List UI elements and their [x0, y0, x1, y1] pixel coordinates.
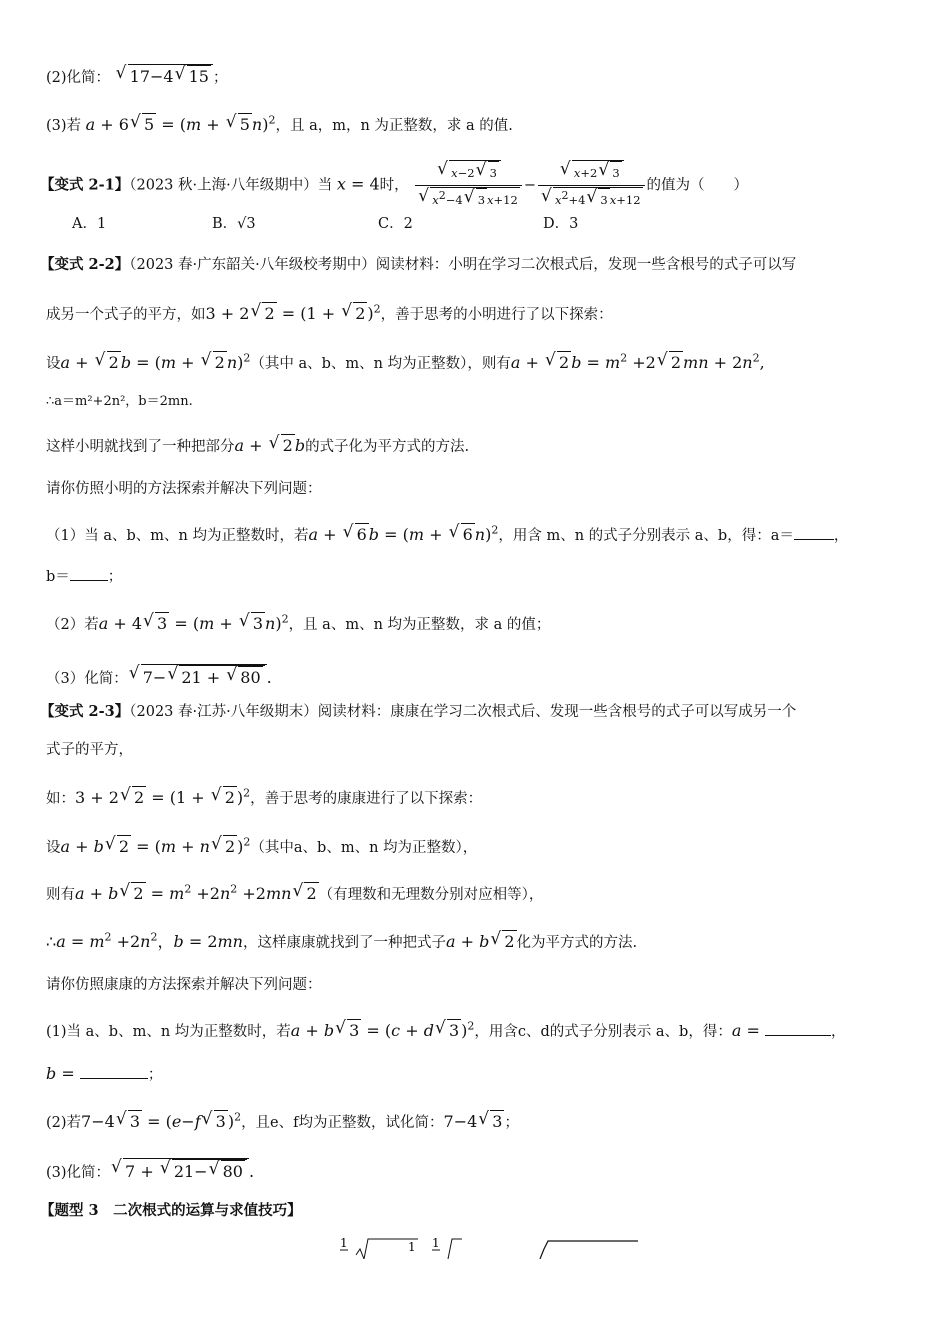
variant-2-3-line2: 式子的平方，: [46, 742, 133, 758]
part2-equation: a + 4√ 3 = (m + √ 3 n)$^2$: [99, 614, 289, 633]
variant-2-2-tag: 【变式 2-2】: [40, 256, 130, 273]
variant-2-2-line5: [46, 434, 469, 458]
variant-2-3-line1: [40, 701, 796, 723]
variant-2-2-p1-b: b＝: [46, 569, 70, 585]
variant-2-1-x-value: x = 4: [336, 174, 380, 194]
result-equation: ∴a = $m^2 +2n^2$，b = 2mn: [46, 930, 243, 951]
variant-2-2-line5-pre: 这样小明就找到了一种把部分: [46, 439, 235, 455]
q2-label: (2)化简：: [46, 70, 111, 86]
variant-2-2-intro: （2023 春·广东韶关·八年级校考期中）阅读材料：小明在学习二次根式后，发现一些含根号的式子可以写: [129, 257, 797, 273]
form-expression-2: a + b√ 2: [446, 932, 517, 951]
variant-2-2-line1: [40, 254, 796, 276]
part2-equation-2: 7−4√ 3 = (e−f√ 3 )$^2$: [81, 1112, 241, 1131]
answer-blank-a[interactable]: [794, 525, 834, 540]
variant-2-2-line4: ∴a＝m²+2n²，b＝2mn.: [46, 394, 193, 409]
part1-equation-2: a + b√ 3 = (c + d√ 3 )$^2$: [291, 1021, 475, 1040]
variant-2-2-line2: [46, 302, 613, 326]
variant-2-1-tail: 的值为（ ）: [646, 177, 749, 194]
answer-b-label: b =: [46, 1064, 80, 1083]
q3-equation: a + 6√ 5 = (m + √ 5 n)$^2$: [86, 115, 276, 134]
svg-text:1: 1: [432, 1237, 440, 1250]
svg-text:1: 1: [340, 1237, 348, 1250]
variant-2-3-p2-pre: (2)若: [46, 1115, 82, 1131]
form-expression: a + √ 2 b: [235, 436, 306, 455]
variant-2-1-source: （2023 秋·上海·八年级期中）当: [129, 177, 333, 194]
variant-2-2-line2-pre: 成另一个式子的平方，如: [46, 307, 206, 323]
section-3-title: 【题型 3 二次根式的运算与求值技巧】: [40, 1202, 302, 1219]
variant-2-2-line5-post: 的式子化为平方式的方法.: [305, 439, 470, 455]
part3-expression: √ 7−√ 21 + √ 80 .: [128, 668, 272, 687]
expansion-equation: a + √ 2 $b = m^2 +2√$ 2 mn + $2n^2$,: [511, 353, 765, 372]
question-2: [46, 64, 227, 89]
choice-c[interactable]: C．2: [378, 216, 413, 232]
variant-2-3-line3: [46, 786, 482, 810]
variant-2-2-part2: [46, 612, 550, 636]
example-equation: 3 + 2√ 2 = (1 + √ 2 )$^2$: [206, 304, 381, 323]
cut-off-formula-graphic: [340, 1237, 650, 1259]
variant-2-1: 【变式 2-1】（2023 秋·上海·八年级期中）当 x = 4时， √ x−2√ 3 √ $x^2-4√$ 3 x+12 − √ x+2√ 3 √ $x^2+4√$ 3 x+12 的值为（ ）: [40, 160, 748, 211]
fraction-2: √ x+2√ 3 √ $x^2+4√$ 3 x+12: [538, 160, 645, 211]
variant-2-3-p1-post: ，用含c、d的式子分别表示 a、b，得：: [474, 1024, 732, 1040]
q2-tail: ；: [212, 70, 228, 86]
choice-d[interactable]: D．3: [543, 216, 579, 232]
variant-2-2-line3-mid: （其中 a、b、m、n 均为正整数），则有: [250, 356, 511, 372]
variant-2-2-p1-pre: （1）当 a、b、m、n 均为正整数时，若: [46, 528, 309, 544]
cut-off-formula: [340, 1237, 650, 1263]
assumption-equation: a + √ 2 b = (m + √ 2 n)$^2$: [61, 353, 251, 372]
variant-2-3-line4: [46, 835, 477, 859]
expansion-equation-2: a + b√ $2 = m^2 +2n^2 +2mn√$ 2: [75, 884, 319, 903]
variant-2-2-p3-pre: （3）化简：: [46, 671, 128, 687]
q3-prefix: (3)若: [46, 118, 82, 134]
variant-2-3-part3: [46, 1158, 254, 1184]
part3-expression-2: √ 7 + √ 21−√ 80 .: [110, 1162, 254, 1181]
variant-2-3-line6-tail: 化为平方式的方法.: [516, 935, 638, 951]
answer-blank-a-2[interactable]: [765, 1021, 831, 1036]
variant-2-2-part3: [46, 664, 272, 690]
choice-a[interactable]: A．1: [72, 216, 107, 232]
part2-target: 7−4√ 3: [444, 1112, 505, 1131]
svg-text:1: 1: [408, 1240, 416, 1254]
variant-2-3-p1-pre: (1)当 a、b、m、n 均为正整数时，若: [46, 1024, 291, 1040]
answer-blank-b-2[interactable]: [80, 1064, 148, 1079]
variant-2-3-part1: (1)当 a、b、m、n 均为正整数时，若a + b√ 3 = (c + d√ 3 )$^2$，用含c、d的式子分别表示 a、b，得：a = ，: [46, 1019, 845, 1043]
variant-2-3-line5: [46, 882, 543, 906]
variant-2-3-part2: [46, 1110, 519, 1134]
question-3: [46, 113, 513, 137]
variant-2-3-p2-mid: ，且e、f均为正整数，试化简：: [241, 1115, 444, 1131]
variant-2-2-line2-post: ，善于思考的小明进行了以下探索：: [380, 307, 613, 323]
variant-2-3-line7: 请你仿照康康的方法探索并解决下列问题：: [46, 977, 322, 993]
variant-2-2-part1-b: b＝ ；: [46, 566, 122, 588]
variant-2-2-line3: [46, 351, 765, 375]
variant-2-3-line6: [46, 930, 637, 954]
variant-2-3-line3-post: ，善于思考的康康进行了以下探索：: [250, 791, 483, 807]
q2-expression: √ 17−4√ 15: [115, 67, 213, 86]
variant-2-3-intro: （2023 春·江苏·八年级期末）阅读材料：康康在学习二次根式后、发现一些含根号的式子可以写成另一个: [129, 704, 797, 720]
answer-a-label: a =: [731, 1021, 765, 1040]
variant-2-3-line5-post: （有理数和无理数分别对应相等），: [318, 887, 544, 903]
variant-2-2-part1: （1）当 a、b、m、n 均为正整数时，若a + √ 6 b = (m + √ 6 n)$^2$，用含 m、n 的式子分别表示 a、b，得：a＝ ，: [46, 523, 848, 547]
variant-2-3-line4-pre: 设: [46, 840, 61, 856]
variant-2-1-mid: 时，: [379, 177, 409, 194]
variant-2-3-line5-pre: 则有: [46, 887, 75, 903]
variant-2-3-tag: 【变式 2-3】: [40, 703, 130, 720]
variant-2-1-tag: 【变式 2-1】: [40, 176, 130, 194]
part1-equation: a + √ 6 b = (m + √ 6 n)$^2$: [308, 525, 498, 544]
example-equation-2: 3 + 2√ 2 = (1 + √ 2 )$^2$: [75, 788, 250, 807]
variant-2-3-p2-tail: ；: [504, 1115, 519, 1131]
assumption-equation-2: a + b√ 2 = (m + n√ 2 )$^2$: [61, 837, 251, 856]
answer-blank-b[interactable]: [70, 566, 108, 581]
variant-2-3-line3-pre: 如：: [46, 791, 75, 807]
variant-2-2-p1-post: ，用含 m、n 的式子分别表示 a、b，得：a＝: [498, 528, 794, 544]
variant-2-3-line4-post: （其中a、b、m、n 均为正整数），: [250, 840, 478, 856]
variant-2-2-p2-pre: （2）若: [46, 617, 99, 633]
q3-tail: ，且 a，m，n 为正整数，求 a 的值.: [275, 118, 513, 134]
variant-2-2-line6: 请你仿照小明的方法探索并解决下列问题：: [46, 481, 322, 497]
variant-2-3-part1-b: b = ；: [46, 1064, 163, 1083]
variant-2-2-p2-post: ，且 a、m、n 均为正整数，求 a 的值；: [288, 617, 551, 633]
variant-2-2-line3-pre: 设: [46, 356, 61, 372]
variant-2-3-p3-pre: (3)化简：: [46, 1165, 111, 1181]
fraction-1: √ x−2√ 3 √ $x^2-4√$ 3 x+12: [415, 160, 522, 211]
variant-2-3-line6-post: ，这样康康就找到了一种把式子: [242, 935, 446, 951]
choice-b[interactable]: B．√3: [212, 216, 256, 232]
